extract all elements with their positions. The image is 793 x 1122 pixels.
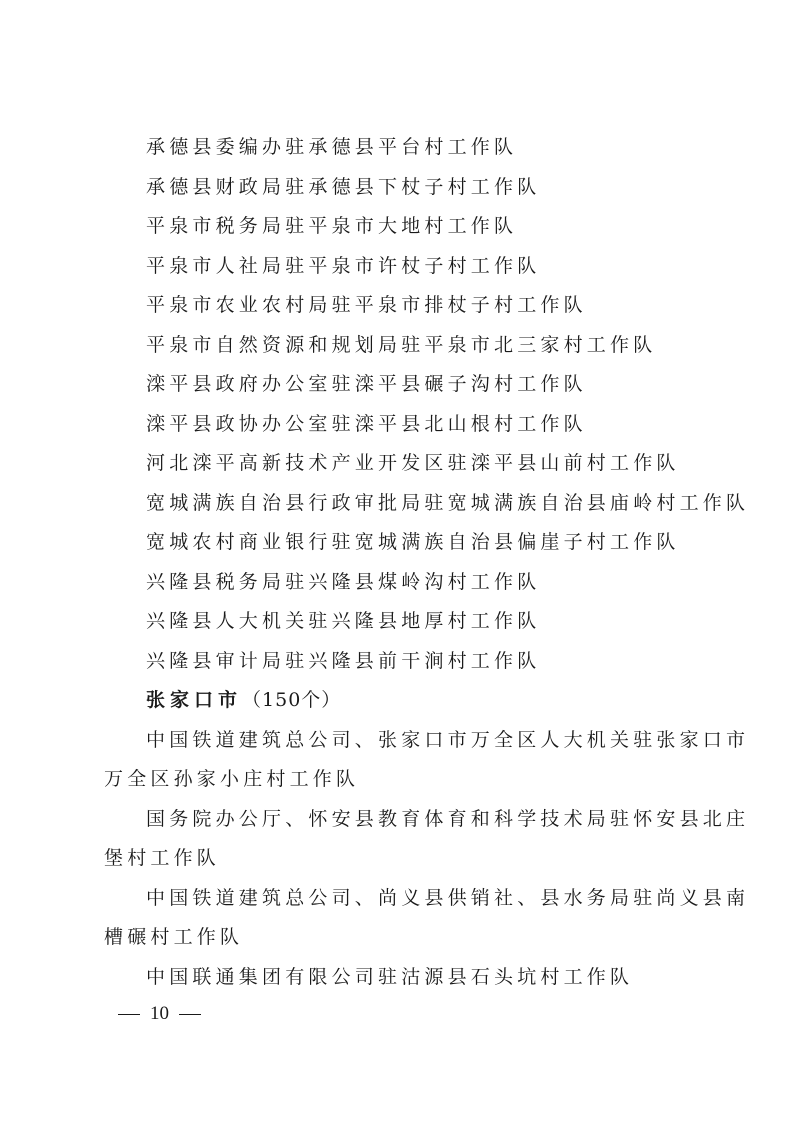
- list-item: 承德县财政局驻承德县下杖子村工作队: [146, 176, 541, 198]
- page-number-dash-right: [179, 1014, 201, 1016]
- list-item-continuation: 槽碾村工作队: [104, 926, 244, 948]
- section-name: 张家口市: [146, 689, 243, 711]
- list-item: 中国联通集团有限公司驻沽源县石头坑村工作队: [146, 966, 634, 988]
- list-item: 中国铁道建筑总公司、尚义县供销社、县水务局驻尚义县南: [146, 887, 750, 909]
- list-item: 平泉市税务局驻平泉市大地村工作队: [146, 215, 518, 237]
- list-item: 滦平县政协办公室驻滦平县北山根村工作队: [146, 413, 587, 435]
- section-heading: [146, 689, 341, 711]
- section-count: （150个）: [242, 689, 342, 711]
- list-item-continuation: 万全区孙家小庄村工作队: [104, 768, 360, 790]
- list-item: 宽城农村商业银行驻宽城满族自治县偏崖子村工作队: [146, 531, 680, 553]
- list-item: 河北滦平高新技术产业开发区驻滦平县山前村工作队: [146, 452, 680, 474]
- list-item: 承德县委编办驻承德县平台村工作队: [146, 136, 518, 158]
- list-item: 兴隆县人大机关驻兴隆县地厚村工作队: [146, 610, 541, 632]
- list-item: 中国铁道建筑总公司、张家口市万全区人大机关驻张家口市: [146, 729, 750, 751]
- list-item: 平泉市农业农村局驻平泉市排杖子村工作队: [146, 294, 587, 316]
- list-item: 滦平县政府办公室驻滦平县碾子沟村工作队: [146, 373, 587, 395]
- list-item: 国务院办公厅、怀安县教育体育和科学技术局驻怀安县北庄: [146, 808, 750, 830]
- page-number: [118, 1003, 201, 1025]
- list-item: 平泉市自然资源和规划局驻平泉市北三家村工作队: [146, 334, 657, 356]
- list-item-continuation: 堡村工作队: [104, 847, 221, 869]
- list-item: 兴隆县审计局驻兴隆县前干涧村工作队: [146, 650, 541, 672]
- list-item: 平泉市人社局驻平泉市许杖子村工作队: [146, 255, 541, 277]
- list-item: 宽城满族自治县行政审批局驻宽城满族自治县庙岭村工作队: [146, 492, 750, 514]
- list-item: 兴隆县税务局驻兴隆县煤岭沟村工作队: [146, 571, 541, 593]
- page-number-value: 10: [150, 1003, 169, 1024]
- page-number-dash-left: [118, 1014, 140, 1016]
